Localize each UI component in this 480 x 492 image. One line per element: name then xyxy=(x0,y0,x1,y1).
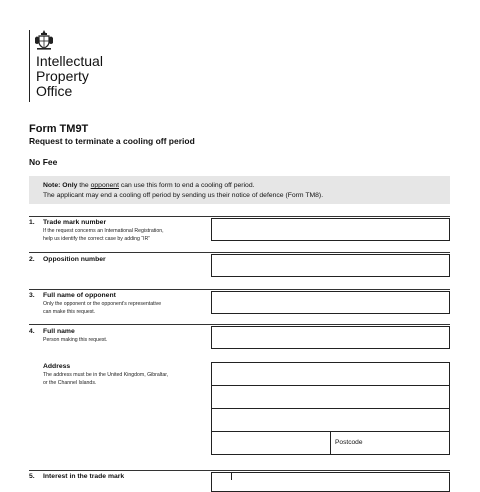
organisation-name xyxy=(36,54,103,99)
opposition-number-field[interactable] xyxy=(211,254,450,277)
section-divider xyxy=(29,470,450,471)
address-line-1-field[interactable] xyxy=(211,362,450,386)
note-the: the xyxy=(79,182,89,189)
help-line: If the request concerns an International Registration, xyxy=(43,228,164,234)
note-text xyxy=(43,181,323,201)
section-divider xyxy=(29,289,450,290)
form-subtitle: Request to terminate a cooling off period xyxy=(29,136,195,146)
trade-mark-number-label: Trade mark number xyxy=(43,219,107,226)
trade-mark-number-field[interactable] xyxy=(211,218,450,241)
note-prefix: Note: xyxy=(43,182,61,189)
note-box xyxy=(29,176,450,204)
org-line-2: Property xyxy=(36,68,89,84)
logo-divider xyxy=(29,30,30,102)
help-line: help us identify the correct case by adding “IR” xyxy=(43,235,150,242)
note-line-1 xyxy=(43,181,323,191)
section-number: 1. xyxy=(29,219,35,226)
full-name-field[interactable] xyxy=(211,326,450,349)
section-number: 2. xyxy=(29,256,35,263)
fee-label: No Fee xyxy=(29,157,58,167)
address-label: Address xyxy=(43,363,71,370)
full-name-label: Full name xyxy=(43,328,75,335)
address-line-4-field[interactable] xyxy=(211,431,331,455)
opposition-number-label: Opposition number xyxy=(43,256,106,263)
help-line: or the Channel Islands. xyxy=(43,379,97,386)
address-help xyxy=(43,372,218,387)
note-rest: can use this form to end a cooling off period. xyxy=(120,182,255,189)
royal-crest-icon xyxy=(34,29,54,51)
form-title: Form TM9T xyxy=(29,123,89,135)
address-line-2-field[interactable] xyxy=(211,385,450,409)
org-line-3: Office xyxy=(36,83,73,99)
help-line: Only the opponent or the opponent’s representative xyxy=(43,301,162,307)
interest-field-divider xyxy=(231,472,232,480)
org-line-1: Intellectual xyxy=(36,53,103,69)
opponent-name-field[interactable] xyxy=(211,291,450,314)
note-opponent: opponent xyxy=(90,182,119,189)
note-only: Only xyxy=(62,182,78,189)
opponent-name-label: Full name of opponent xyxy=(43,292,116,299)
interest-field[interactable] xyxy=(211,472,450,492)
help-line: The address must be in the United Kingdom, Gibraltar, xyxy=(43,372,169,378)
trade-mark-number-help xyxy=(43,228,218,243)
section-divider xyxy=(29,324,450,325)
help-line: Person making this request. xyxy=(43,337,108,343)
interest-label: Interest in the trade mark xyxy=(43,473,125,480)
address-line-3-field[interactable] xyxy=(211,408,450,432)
section-number: 4. xyxy=(29,328,35,335)
section-divider xyxy=(29,252,450,253)
note-line-2: The applicant may end a cooling off period by sending us their notice of defence (Form TM8). xyxy=(43,192,324,199)
help-line: can make this request. xyxy=(43,308,96,315)
postcode-label: Postcode xyxy=(335,439,363,446)
full-name-help xyxy=(43,337,218,345)
opponent-name-help xyxy=(43,301,218,316)
postcode-field[interactable] xyxy=(330,431,450,455)
section-divider xyxy=(29,216,450,217)
section-number: 5. xyxy=(29,473,35,480)
section-number: 3. xyxy=(29,292,35,299)
